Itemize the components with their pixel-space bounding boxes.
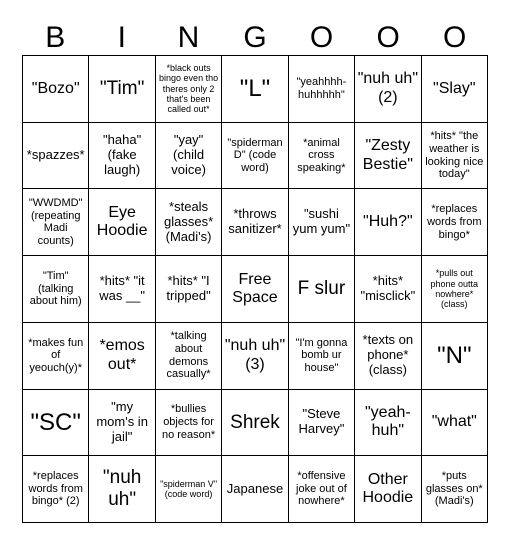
bingo-cell[interactable]: *hits* "I tripped" xyxy=(156,256,222,323)
bingo-cell[interactable]: *steals glasses* (Madi's) xyxy=(156,189,222,256)
bingo-cell[interactable]: *black outs bingo even tho theres only 2 that's been called out* xyxy=(156,56,222,123)
bingo-cell[interactable]: "what" xyxy=(422,390,488,457)
bingo-cell[interactable]: "Tim" (talking about him) xyxy=(23,256,89,323)
bingo-cell[interactable]: Eye Hoodie xyxy=(89,189,155,256)
bingo-cell[interactable]: "Huh?" xyxy=(355,189,421,256)
bingo-cell[interactable]: *pulls out phone outta nowhere* (class) xyxy=(422,256,488,323)
bingo-cell[interactable]: "SC" xyxy=(23,390,89,457)
bingo-cell[interactable]: "haha" (fake laugh) xyxy=(89,123,155,190)
bingo-cell[interactable]: "Slay" xyxy=(422,56,488,123)
bingo-cell[interactable]: "spiderman V" (code word) xyxy=(156,456,222,523)
bingo-cell[interactable]: Other Hoodie xyxy=(355,456,421,523)
bingo-cell[interactable]: "spiderman D" (code word) xyxy=(222,123,288,190)
header-letter: O xyxy=(376,21,400,54)
bingo-cell[interactable]: *texts on phone* (class) xyxy=(355,323,421,390)
bingo-cell[interactable]: *makes fun of yeouch(y)* xyxy=(23,323,89,390)
bingo-cell[interactable]: *hits* "the weather is looking nice today" xyxy=(422,123,488,190)
bingo-cell[interactable]: *hits* "misclick" xyxy=(355,256,421,323)
bingo-cell[interactable]: *emos out* xyxy=(89,323,155,390)
bingo-cell[interactable]: "Tim" xyxy=(89,56,155,123)
bingo-cell[interactable]: Shrek xyxy=(222,390,288,457)
bingo-cell[interactable]: *talking about demons casually* xyxy=(156,323,222,390)
bingo-cell[interactable]: "nuh uh" (3) xyxy=(222,323,288,390)
bingo-cell[interactable]: *puts glasses on* (Madi's) xyxy=(422,456,488,523)
header-letter: O xyxy=(309,21,334,54)
bingo-cell[interactable]: "yay" (child voice) xyxy=(156,123,222,190)
bingo-cell[interactable]: "N" xyxy=(422,323,488,390)
free-space-cell[interactable]: Free Space xyxy=(222,256,288,323)
bingo-board xyxy=(22,55,488,523)
bingo-cell[interactable]: "nuh uh"(2) xyxy=(355,56,421,123)
bingo-cell[interactable]: "Zesty Bestie" xyxy=(355,123,421,190)
bingo-cell[interactable]: "my mom's in jail" xyxy=(89,390,155,457)
bingo-cell[interactable]: "sushi yum yum" xyxy=(289,189,355,256)
bingo-cell[interactable]: *replaces words from bingo* (2) xyxy=(23,456,89,523)
header-letter: G xyxy=(243,21,267,54)
bingo-cell[interactable]: *throws sanitizer* xyxy=(222,189,288,256)
bingo-cell[interactable]: *hits* "it was __" xyxy=(89,256,155,323)
bingo-cell[interactable]: *replaces words from bingo* xyxy=(422,189,488,256)
bingo-cell[interactable]: "nuh uh" xyxy=(89,456,155,523)
bingo-cell[interactable]: Japanese xyxy=(222,456,288,523)
header-letter: O xyxy=(443,21,467,54)
bingo-cell[interactable]: "Steve Harvey" xyxy=(289,390,355,457)
bingo-cell[interactable]: "yeahhhh-huhhhhh" xyxy=(289,56,355,123)
header-letter: B xyxy=(45,21,66,54)
bingo-cell[interactable]: *spazzes* xyxy=(23,123,89,190)
bingo-cell[interactable]: "I'm gonna bomb ur house" xyxy=(289,323,355,390)
bingo-cell[interactable]: *animal cross speaking* xyxy=(289,123,355,190)
header-letter: N xyxy=(177,21,200,54)
bingo-cell[interactable]: F slur xyxy=(289,256,355,323)
bingo-cell[interactable]: *offensive joke out of nowhere* xyxy=(289,456,355,523)
bingo-cell[interactable]: "WWDMD" (repeating Madi counts) xyxy=(23,189,89,256)
bingo-header xyxy=(22,18,488,58)
bingo-cell[interactable]: "Bozo" xyxy=(23,56,89,123)
bingo-cell[interactable]: *bullies objects for no reason* xyxy=(156,390,222,457)
header-letter: I xyxy=(117,21,127,54)
bingo-cell[interactable]: "yeah-huh" xyxy=(355,390,421,457)
bingo-cell[interactable]: "L" xyxy=(222,56,288,123)
